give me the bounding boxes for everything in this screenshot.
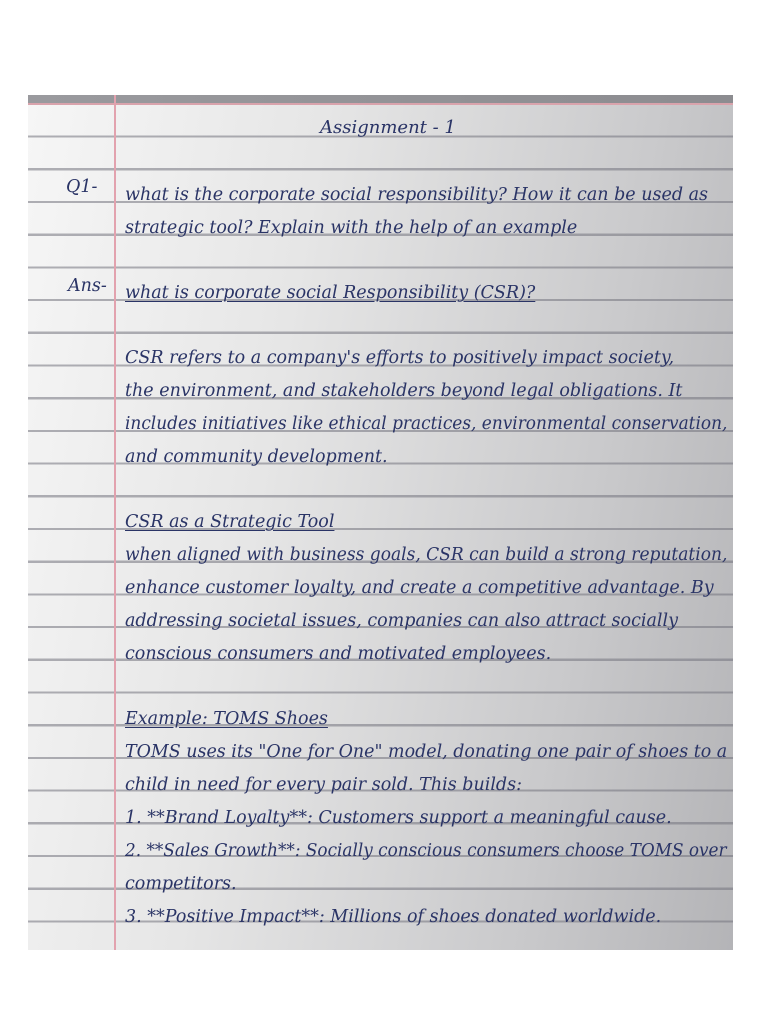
notebook-page bbox=[28, 95, 733, 950]
paragraph-line: the environment, and stakeholders beyond legal obligations. It bbox=[125, 381, 683, 401]
paragraph-line: conscious consumers and motivated employees. bbox=[125, 644, 552, 664]
question-label: Q1- bbox=[66, 177, 98, 197]
section-heading-strategic-tool: CSR as a Strategic Tool bbox=[125, 512, 335, 532]
list-item: 2. **Sales Growth**: Socially conscious consumers choose TOMS over bbox=[125, 841, 727, 861]
section-heading-csr-definition: what is corporate social Responsibility (CSR)? bbox=[125, 283, 536, 303]
paragraph-line: CSR refers to a company's efforts to positively impact society, bbox=[125, 348, 675, 368]
margin-line bbox=[114, 95, 116, 950]
answer-label: Ans- bbox=[68, 276, 107, 296]
section-heading-example: Example: TOMS Shoes bbox=[125, 709, 328, 729]
question-line: strategic tool? Explain with the help of an example bbox=[125, 218, 578, 238]
paragraph-line: includes initiatives like ethical practices, environmental conservation, bbox=[125, 414, 728, 434]
page-top-rule bbox=[28, 103, 733, 105]
paragraph-line: child in need for every pair sold. This builds: bbox=[125, 775, 522, 795]
paragraph-line: TOMS uses its "One for One" model, donating one pair of shoes to a bbox=[125, 742, 728, 762]
paragraph-line: and community development. bbox=[125, 447, 388, 467]
paragraph-line: when aligned with business goals, CSR can build a strong reputation, bbox=[125, 545, 728, 565]
list-item: 3. **Positive Impact**: Millions of shoes donated worldwide. bbox=[125, 907, 662, 927]
list-item: 1. **Brand Loyalty**: Customers support a meaningful cause. bbox=[125, 808, 672, 828]
paragraph-line: addressing societal issues, companies can also attract socially bbox=[125, 611, 678, 631]
question-line: what is the corporate social responsibility? How it can be used as bbox=[125, 185, 708, 205]
list-item-continuation: competitors. bbox=[125, 874, 237, 894]
assignment-title: Assignment - 1 bbox=[320, 117, 456, 138]
paragraph-line: enhance customer loyalty, and create a competitive advantage. By bbox=[125, 578, 714, 598]
